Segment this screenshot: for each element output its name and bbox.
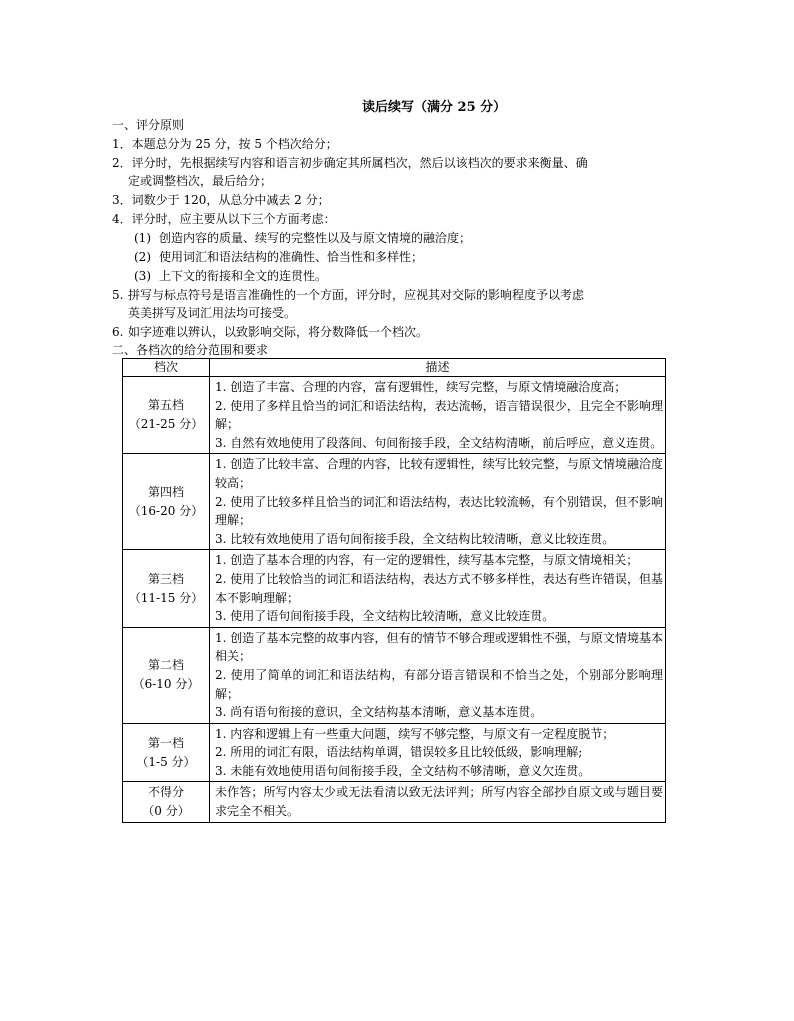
- table-row: [123, 627, 666, 723]
- level-range: （21-25 分）: [128, 417, 204, 432]
- rule-text: 如字迹难以辨认，以致影响交际，将分数降低一个档次。: [128, 325, 429, 339]
- rule-number: 2．: [112, 156, 132, 170]
- rule-item: [112, 136, 338, 153]
- description-cell: [210, 782, 666, 822]
- table-row: [123, 550, 666, 627]
- level-name: 第四档: [147, 484, 184, 499]
- description-item: 2. 使用了简单的词汇和语法结构，有部分语言错误和不恰当之处，个别部分影响理解；: [215, 667, 663, 701]
- level-cell: [123, 377, 210, 454]
- table-row: [123, 454, 666, 550]
- description-item: 未作答；所写内容太少或无法看清以致无法评判；所写内容全部抄自原文或与题目要求完全不相关。: [215, 785, 663, 819]
- level-range: （6-10 分）: [132, 677, 200, 692]
- rule-number: 4．: [112, 212, 132, 226]
- rule-subitem: [134, 268, 327, 285]
- rule-text: 定或调整档次，最后给分；: [128, 174, 273, 188]
- description-item: 2. 使用了比较恰当的词汇和语法结构，表达方式不够多样性，表达有些许错误，但基本不影响理解；: [215, 571, 663, 605]
- section-heading-principles: 一、评分原则: [112, 118, 185, 132]
- table-row: [123, 377, 666, 454]
- description-item: 1. 创造了基本完整的故事内容，但有的情节不够合理或逻辑性不强，与原文情境基本相关；: [215, 630, 663, 664]
- rule-text: 使用词汇和语法结构的准确性、恰当性和多样性；: [159, 250, 424, 264]
- rule-text: 英美拼写及词汇用法均可接受。: [128, 306, 297, 320]
- level-name: 不得分: [147, 785, 184, 800]
- description-item: 1. 创造了丰富、合理的内容，富有逻辑性，续写完整，与原文情境融洽度高；: [215, 380, 627, 394]
- section-heading-levels: 二、各档次的给分范围和要求: [112, 343, 269, 357]
- level-range: （11-15 分）: [128, 590, 204, 605]
- level-cell: [123, 782, 210, 822]
- level-cell: [123, 454, 210, 550]
- level-cell: [123, 723, 210, 782]
- description-item: 1. 创造了比较丰富、合理的内容，比较有逻辑性，续写比较完整，与原文情境融洽度较高；: [215, 457, 663, 490]
- document-title: 读后续写（满分 25 分）: [362, 100, 507, 115]
- description-item: 3. 尚有语句衔接的意识，全文结构基本清晰，意义基本连贯。: [215, 705, 543, 720]
- rule-number: (1): [134, 231, 151, 245]
- description-item: 2. 使用了多样且恰当的词汇和语法结构，表达流畅，语言错误很少，且完全不影响理解；: [215, 398, 663, 432]
- rule-text: 本题总分为 25 分，按 5 个档次给分；: [131, 137, 338, 151]
- rule-text: 上下文的衔接和全文的连贯性。: [159, 269, 328, 283]
- description-item: 2. 使用了比较多样且恰当的词汇和语法结构，表达比较流畅，有个别错误，但不影响理解；: [215, 494, 663, 528]
- level-name: 第五档: [147, 398, 184, 413]
- description-item: 3. 使用了语句间衔接手段，全文结构比较清晰，意义比较连贯。: [215, 609, 555, 624]
- rule-subitem: [134, 249, 423, 266]
- description-cell: [210, 550, 666, 627]
- level-range: （16-20 分）: [128, 503, 204, 518]
- description-cell: [210, 454, 666, 550]
- header-level: 档次: [123, 359, 210, 377]
- rule-number: 1．: [112, 137, 132, 151]
- rule-text: 评分时，应主要从以下三个方面考虑：: [131, 212, 336, 226]
- rule-text: 评分时，先根据续写内容和语言初步确定其所属档次，然后以该档次的要求来衡量、确: [131, 156, 588, 170]
- level-name: 第二档: [147, 658, 184, 673]
- level-range: （0 分）: [142, 804, 190, 819]
- rule-number: (3): [134, 269, 151, 283]
- rule-item: [112, 155, 588, 172]
- rule-text: 词数少于 120，从总分中减去 2 分；: [131, 193, 330, 207]
- description-item: 3. 自然有效地使用了段落间、句间衔接手段，全文结构清晰，前后呼应，意义连贯。: [215, 435, 663, 450]
- rule-item: [112, 324, 428, 341]
- description-item: 1. 内容和逻辑上有一些重大问题，续写不够完整，与原文有一定程度脱节；: [215, 726, 615, 741]
- rule-item: [112, 211, 336, 228]
- level-cell: [123, 550, 210, 627]
- rule-number: 3．: [112, 193, 132, 207]
- rule-item-continuation: [128, 173, 272, 190]
- level-name: 第一档: [147, 735, 184, 750]
- table-row: [123, 782, 666, 822]
- rule-number: (2): [134, 250, 151, 264]
- header-description: 描述: [210, 359, 666, 377]
- rule-text: 创造内容的质量、续写的完整性以及与原文情境的融洽度；: [159, 231, 472, 245]
- rule-item: [112, 192, 330, 209]
- description-item: 1. 创造了基本合理的内容，有一定的逻辑性，续写基本完整，与原文情境相关；: [215, 553, 639, 568]
- description-cell: [210, 377, 666, 454]
- table-row: [123, 723, 666, 782]
- rule-number: 6.: [112, 325, 124, 339]
- level-range: （1-5 分）: [136, 754, 196, 769]
- description-item: 3. 比较有效地使用了语句间衔接手段，全文结构比较清晰，意义比较连贯。: [215, 531, 615, 546]
- description-cell: [210, 723, 666, 782]
- rule-subitem: [134, 230, 471, 247]
- description-item: 2. 所用的词汇有限，语法结构单调，错误较多且比较低级，影响理解;: [215, 745, 583, 760]
- description-item: 3. 未能有效地使用语句间衔接手段，全文结构不够清晰，意义欠连贯。: [215, 763, 591, 778]
- rule-item: [112, 287, 584, 304]
- table-header-row: [123, 359, 666, 377]
- rule-number: 5.: [112, 288, 124, 302]
- description-cell: [210, 627, 666, 723]
- rule-text: 拼写与标点符号是语言准确性的一个方面，评分时，应视其对交际的影响程度予以考虑: [128, 288, 585, 302]
- rule-item-continuation: [128, 305, 296, 322]
- rubric-table: [122, 358, 666, 823]
- level-cell: [123, 627, 210, 723]
- level-name: 第三档: [147, 571, 184, 586]
